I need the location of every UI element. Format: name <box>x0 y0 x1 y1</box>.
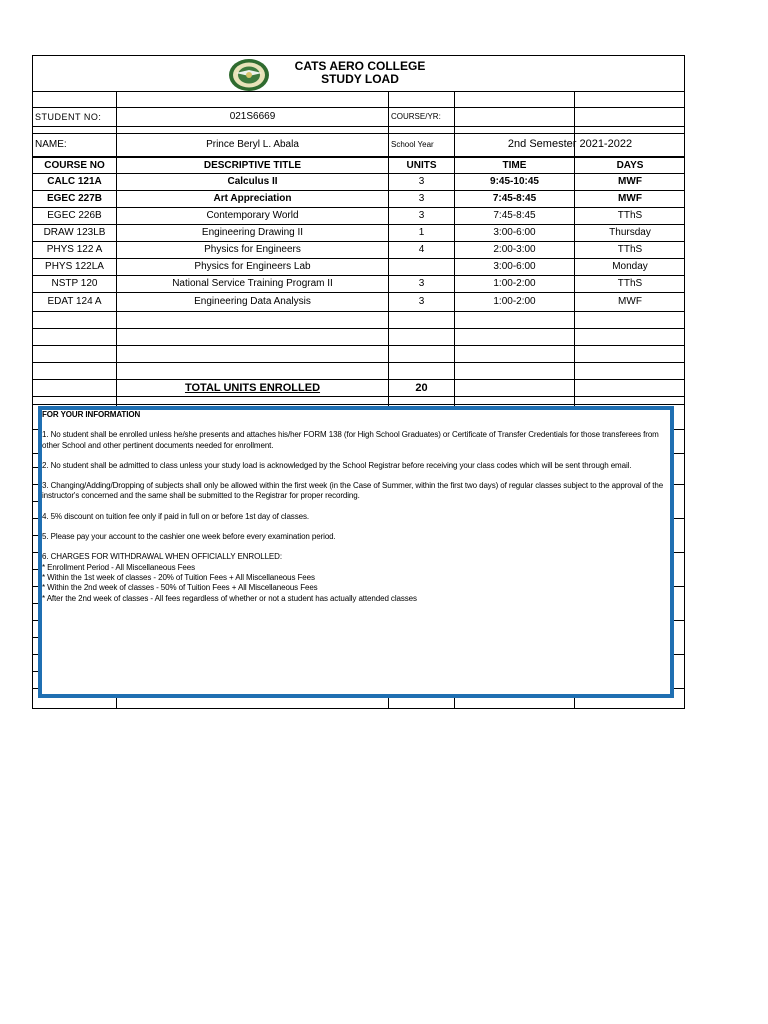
course-no-cell: PHYS 122 A <box>46 244 103 255</box>
course-yr-value <box>455 108 574 126</box>
time-cell: 2:00-3:00 <box>493 244 536 255</box>
days-cell: MWF <box>618 193 642 204</box>
units-cell <box>389 259 454 275</box>
time-cell: 3:00-6:00 <box>493 227 536 238</box>
charge-item: * Within the 1st week of classes - 20% of Tuition Fees + All Miscellaneous Fees <box>42 572 315 582</box>
info-item: 4. 5% discount on tuition fee only if paid in full on or before 1st day of classes. <box>42 511 309 521</box>
info-item: 5. Please pay your account to the cashier one week before every examination period. <box>42 532 336 542</box>
units-cell: 3 <box>418 210 425 221</box>
time-cell: 7:45-8:45 <box>493 210 536 221</box>
title-cell: National Service Training Program II <box>172 278 333 289</box>
info-item: 3. Changing/Adding/Dropping of subjects shall only be allowed within the first week (in the Case of Summer, within the first two days) of regular classes subject to the approval of the instructor's concerned and the same shall be submitted to the Registrar for proper recording. <box>42 481 664 501</box>
header-days: DAYS <box>616 159 644 171</box>
header-units: UNITS <box>406 159 437 171</box>
charge-item: * After the 2nd week of classes - All fees regardless of whether or not a student has actually attended classes <box>42 593 417 603</box>
title-cell: Engineering Data Analysis <box>194 296 311 307</box>
units-cell: 1 <box>418 227 425 238</box>
grid-line <box>32 328 685 329</box>
units-cell: 3 <box>418 296 425 307</box>
header-time: TIME <box>502 159 527 171</box>
units-cell: 3 <box>418 176 425 187</box>
student-no-label: STUDENT NO: <box>35 111 102 122</box>
course-no-cell: PHYS 122LA <box>45 261 104 272</box>
info-heading: FOR YOUR INFORMATION <box>42 410 141 419</box>
grid-line <box>32 311 685 312</box>
time-cell: 7:45-8:45 <box>492 193 537 204</box>
name-label: NAME: <box>35 139 67 150</box>
header-descriptive-title: DESCRIPTIVE TITLE <box>203 159 302 171</box>
days-cell: TThS <box>617 210 643 221</box>
days-cell: Thursday <box>609 227 651 238</box>
units-cell: 3 <box>418 278 425 289</box>
course-no-cell: CALC 121A <box>47 176 102 187</box>
grid-line <box>32 396 685 397</box>
grid-line <box>32 404 685 405</box>
days-cell: MWF <box>618 296 642 307</box>
grid-line <box>32 91 685 92</box>
school-year-label: School Year <box>391 140 434 149</box>
page-title <box>280 60 440 86</box>
grid-line <box>32 362 685 363</box>
charges-heading: 6. CHARGES FOR WITHDRAWAL WHEN OFFICIALLY ENROLLED: <box>42 552 282 562</box>
college-name: CATS AERO COLLEGE <box>294 59 426 73</box>
time-cell: 1:00-2:00 <box>493 296 536 307</box>
units-cell: 3 <box>418 193 425 204</box>
title-cell: Calculus II <box>227 176 278 187</box>
course-no-cell: EGEC 227B <box>46 193 103 204</box>
course-no-cell: EGEC 226B <box>47 210 102 221</box>
total-units-value: 20 <box>415 381 428 394</box>
days-cell: MWF <box>618 176 642 187</box>
header-course-no: COURSE NO <box>44 159 105 171</box>
info-item: 1. No student shall be enrolled unless he/she presents and attaches his/her FORM 138 (for High School Graduates) or Certificate of Transfer Credentials for those transferees from other School and other pertinent documents needed for enrollment. <box>42 430 659 450</box>
time-cell: 9:45-10:45 <box>490 176 539 187</box>
charge-item: * Within the 2nd week of classes - 50% of Tuition Fees + All Miscellaneous Fees <box>42 583 318 593</box>
charge-item: * Enrollment Period - All Miscellaneous Fees <box>42 562 196 572</box>
units-cell: 4 <box>418 244 425 255</box>
days-cell: Monday <box>612 261 648 272</box>
time-cell: 1:00-2:00 <box>493 278 536 289</box>
course-no-cell: NSTP 120 <box>51 278 98 289</box>
days-cell: TThS <box>617 244 643 255</box>
semester-value: 2nd Semester 2021-2022 <box>507 137 633 150</box>
info-item: 2. No student shall be admitted to class unless your study load is acknowledged by the School Registrar before receiving your class codes which will be sent through email. <box>42 460 632 470</box>
college-seal-logo-icon <box>228 58 270 92</box>
title-cell: Engineering Drawing II <box>201 227 304 238</box>
information-text <box>42 410 666 604</box>
time-cell: 3:00-6:00 <box>493 261 536 272</box>
course-yr-label: COURSE/YR: <box>391 112 441 121</box>
course-no-cell: DRAW 123LB <box>43 227 106 238</box>
title-cell: Physics for Engineers <box>204 244 301 255</box>
title-cell: Physics for Engineers Lab <box>194 261 311 272</box>
course-no-cell: EDAT 124 A <box>47 296 102 307</box>
total-units-label: TOTAL UNITS ENROLLED <box>184 381 321 394</box>
student-no-value: 021S6669 <box>229 111 276 122</box>
grid-line <box>32 126 685 127</box>
title-cell: Contemporary World <box>206 210 299 221</box>
days-cell: TThS <box>617 278 643 289</box>
title-cell: Art Appreciation <box>213 193 292 204</box>
student-name-value: Prince Beryl L. Abala <box>206 139 299 150</box>
grid-line <box>32 345 685 346</box>
document-subtitle: STUDY LOAD <box>321 72 399 86</box>
